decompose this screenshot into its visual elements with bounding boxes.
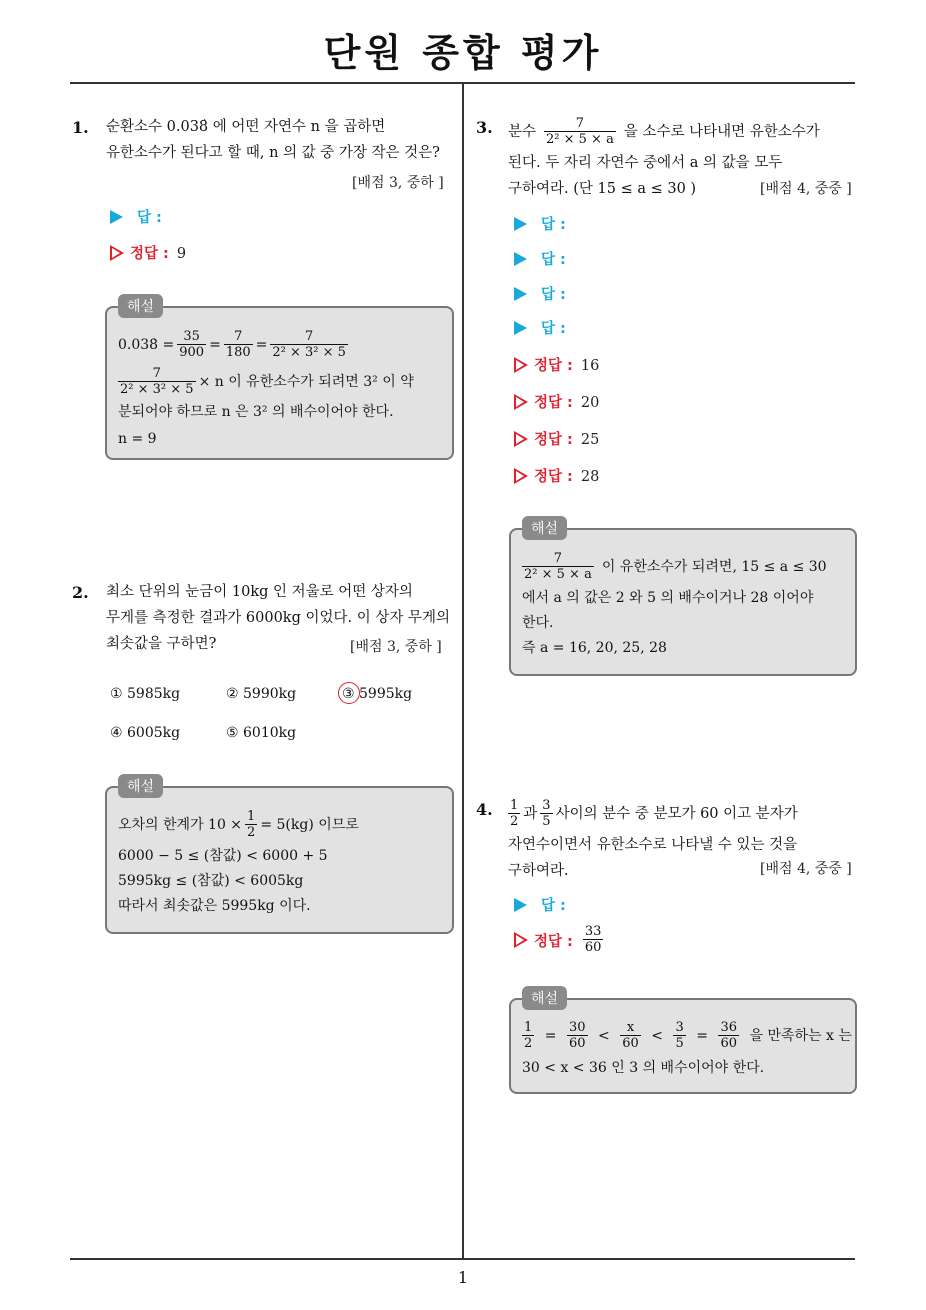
explanation-text: 에서 a 의 값은 2 와 5 의 배수이거나 28 이어야: [522, 590, 814, 606]
choice-option[interactable]: ③ 5995kg: [342, 686, 413, 702]
fraction-numerator: 3: [542, 798, 551, 813]
answer-key-label: 정답 :: [130, 246, 169, 262]
fraction-numerator: x: [626, 1020, 635, 1035]
fraction-denominator: 2² × 5 × a: [524, 567, 592, 582]
explanation-content: [118, 806, 448, 919]
outline-triangle-icon: [514, 932, 528, 948]
math-symbol: =: [696, 1027, 708, 1044]
outline-triangle-icon: [514, 431, 528, 447]
answer-key-label: 정답 :: [534, 933, 573, 950]
play-icon: [514, 321, 527, 335]
math-symbol: <: [651, 1027, 663, 1044]
answer-field[interactable]: [514, 213, 566, 234]
answer-label: 답 :: [541, 252, 566, 268]
footer-rule: [70, 1258, 855, 1260]
explanation-tag: 해설: [118, 294, 163, 318]
answer-field[interactable]: [514, 317, 566, 338]
outline-triangle-icon: [514, 357, 528, 373]
question-line: 구하여라.: [508, 863, 569, 879]
fraction-numerator: 7: [152, 366, 161, 381]
answer-label: 답 :: [541, 321, 566, 337]
fraction-denominator: 5: [542, 814, 551, 829]
answer-key-value: 28: [580, 469, 600, 485]
outline-triangle-icon: [514, 468, 528, 484]
play-icon: [514, 252, 527, 266]
explanation-text: × n 이 유한소수가 되려면 3² 이 약: [198, 373, 414, 390]
explanation-text: 이 유한소수가 되려면, 15 ≤ a ≤ 30: [601, 558, 827, 575]
fraction-denominator: 2: [524, 1036, 533, 1051]
answer-key-label: 정답 :: [534, 432, 573, 448]
fraction-numerator: 7: [553, 551, 563, 566]
explanation-text: 즉 a = 16, 20, 25, 28: [522, 640, 667, 656]
explanation-text: 한다.: [522, 615, 554, 631]
question-line: 을 소수로 나타내면 유한소수가: [623, 124, 820, 140]
question-line: 최솟값을 구하면?: [106, 636, 217, 652]
question-number: 4.: [476, 800, 493, 819]
fraction-numerator: 1: [510, 798, 519, 813]
play-icon: [514, 217, 527, 231]
question-line: 유한소수가 된다고 할 때, n 의 값 중 가장 작은 것은?: [106, 145, 440, 161]
fraction-denominator: 180: [225, 345, 251, 360]
answer-field[interactable]: [514, 283, 566, 304]
question-number: 1.: [72, 118, 89, 137]
explanation-tag: 해설: [522, 986, 567, 1010]
explanation-text: 30 < x < 36 인 3 의 배수이어야 한다.: [522, 1060, 765, 1076]
fraction-denominator: 60: [622, 1036, 639, 1051]
answer-key: [514, 428, 599, 449]
answer-field[interactable]: [110, 206, 162, 227]
question-line: 과: [523, 806, 538, 822]
fraction-numerator: 1: [524, 1020, 533, 1035]
fraction-denominator: 2² × 3² × 5: [120, 382, 194, 397]
question-line: 순환소수 0.038̇ 에 어떤 자연수 n 을 곱하면: [106, 119, 386, 135]
fraction-numerator: 1: [247, 809, 256, 824]
answer-key-value: 9: [176, 246, 187, 262]
answer-key-value: 20: [580, 395, 600, 411]
question-line: 사이의 분수 중 분모가 60 이고 분자가: [555, 806, 798, 822]
math-symbol: <: [598, 1027, 610, 1044]
explanation-content: 0.038̇ = $\frac{35}{900}$ = $\frac{7}{180}$ = $\frac{7}{\text{2² × 3² × 5}}$ $\frac{7}{\text{2² × 3² × 5}}$ × n 이 유한소수가 되려면 3² 이 약 분되어야 하므로 n 은 3² 의 배수이어야 한다. n = 9: [118, 326, 448, 452]
fraction-numerator: 7: [234, 329, 243, 344]
question-text: [106, 114, 456, 166]
explanation-content: [522, 548, 852, 661]
answer-key: [514, 465, 599, 486]
answer-key-value: 16: [580, 358, 600, 374]
fraction-numerator: 3: [675, 1020, 684, 1035]
fraction-denominator: 5: [675, 1036, 684, 1051]
choice-option[interactable]: ⑤ 6010kg: [226, 725, 297, 741]
question-line: 된다. 두 자리 자연수 중에서 a 의 값을 모두: [508, 155, 783, 171]
answer-key: [514, 354, 599, 375]
answer-key: [514, 391, 599, 412]
fraction-denominator: 60: [584, 940, 602, 955]
explanation-text: 6000 − 5 ≤ (참값) < 6000 + 5: [118, 848, 328, 864]
answer-key: [110, 242, 186, 263]
explanation-text: 따라서 최솟값은 5995kg 이다.: [118, 898, 311, 914]
answer-label: 답 :: [541, 287, 566, 303]
fraction-numerator: 30: [568, 1020, 586, 1035]
explanation-text: 분되어야 하므로 n 은 3² 의 배수이어야 한다.: [118, 404, 394, 420]
answer-label: 답 :: [541, 898, 566, 914]
fraction-numerator: 36: [720, 1020, 738, 1035]
answer-key-value: 25: [580, 432, 600, 448]
page-number: 1: [457, 1268, 469, 1287]
answer-key: [514, 924, 606, 956]
explanation-text: = 5(kg) 이므로: [260, 816, 359, 833]
score-label: [배점 3, 중하 ]: [352, 175, 444, 191]
fraction-denominator: 60: [720, 1036, 738, 1051]
fraction-numerator: 35: [183, 329, 200, 344]
fraction-numerator: 33: [584, 924, 602, 939]
choice-option[interactable]: ② 5990kg: [226, 686, 297, 702]
answer-label: 답 :: [541, 217, 566, 233]
answer-field[interactable]: [514, 248, 566, 269]
fraction-denominator: 2² × 3² × 5: [272, 345, 346, 360]
play-icon: [514, 287, 527, 301]
choice-option[interactable]: ① 5985kg: [110, 686, 181, 702]
score-label: [배점 4, 중중 ]: [760, 181, 852, 197]
answer-label: 답 :: [137, 210, 162, 226]
explanation-text: 0.038̇ =: [118, 336, 175, 353]
fraction-denominator: 2² × 5 × a: [546, 132, 614, 147]
fraction-denominator: 2: [247, 825, 256, 840]
math-symbol: =: [544, 1027, 557, 1044]
column-divider: [462, 84, 464, 1258]
explanation-text: n = 9: [118, 431, 157, 447]
question-number: 2.: [72, 583, 89, 602]
answer-field[interactable]: [514, 894, 566, 915]
explanation-content: [522, 1016, 852, 1081]
question-line: 분수: [508, 124, 537, 140]
outline-triangle-icon: [110, 245, 124, 261]
score-label: [배점 4, 중중 ]: [760, 861, 852, 877]
question-number: 3.: [476, 118, 493, 137]
play-icon: [110, 210, 123, 224]
answer-key-label: 정답 :: [534, 469, 573, 485]
fraction-denominator: 2: [510, 814, 519, 829]
page-title: 단원 종합 평가: [323, 31, 603, 75]
selected-answer-circle-icon: [338, 682, 360, 704]
outline-triangle-icon: [514, 394, 528, 410]
explanation-text: 을 만족하는 x 는: [749, 1027, 852, 1044]
explanation-text: 오차의 한계가 10 ×: [118, 816, 243, 833]
question-line: 최소 단위의 눈금이 10kg 인 저울로 어떤 상자의: [106, 584, 413, 600]
explanation-tag: 해설: [522, 516, 567, 540]
score-label: [배점 3, 중하 ]: [350, 639, 442, 655]
question-line: 자연수이면서 유한소수로 나타낼 수 있는 것을: [508, 837, 798, 853]
question-line: 무게를 측정한 결과가 6000kg 이었다. 이 상자 무게의: [106, 610, 450, 626]
fraction-numerator: 7: [305, 329, 314, 344]
explanation-tag: 해설: [118, 774, 163, 798]
choice-option[interactable]: ④ 6005kg: [110, 725, 181, 741]
fraction-denominator: 60: [568, 1036, 586, 1051]
fraction-denominator: 900: [179, 345, 205, 360]
question-line: 구하여라. (단 15 ≤ a ≤ 30 ): [508, 181, 697, 197]
fraction-numerator: 7: [575, 116, 585, 131]
play-icon: [514, 898, 527, 912]
answer-key-label: 정답 :: [534, 358, 573, 374]
answer-key-label: 정답 :: [534, 395, 573, 411]
explanation-text: 5995kg ≤ (참값) < 6005kg: [118, 873, 304, 889]
